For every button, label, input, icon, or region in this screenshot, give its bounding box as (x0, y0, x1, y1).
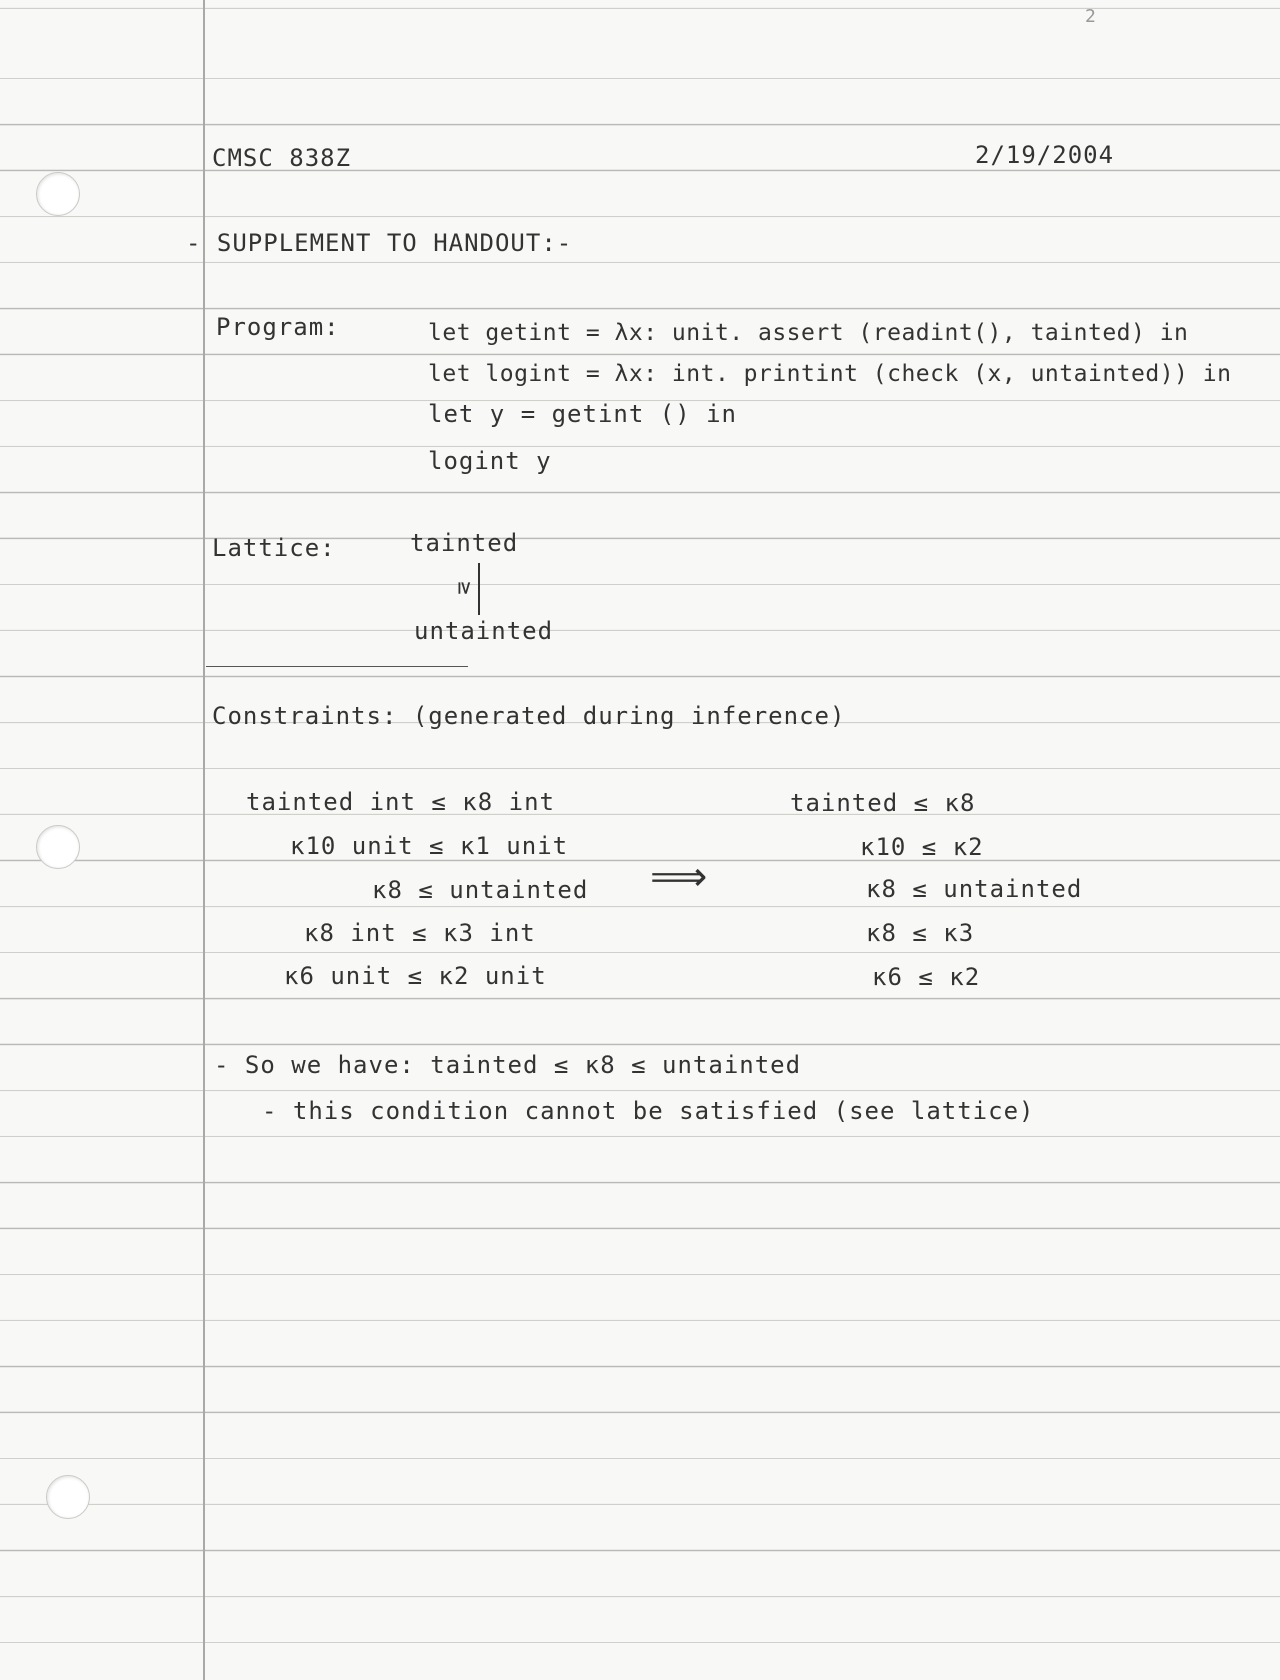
constraint-left-5: κ6 unit ≤ κ2 unit (284, 962, 547, 990)
separator-line (206, 666, 468, 667)
binder-hole-bottom (46, 1475, 90, 1519)
implies-arrow-icon: ⟹ (650, 854, 708, 900)
binder-hole-middle (36, 825, 80, 869)
constraints-label: Constraints: (generated during inference) (212, 702, 846, 730)
program-line-1: let getint = λx: unit. assert (readint(), tainted) in (428, 320, 1189, 346)
program-line-3: let y = getint () in (428, 400, 737, 428)
page-number: 2 (1085, 6, 1097, 27)
program-label: Program: (216, 313, 340, 341)
constraint-right-3: κ8 ≤ untainted (866, 875, 1083, 903)
constraint-right-5: κ6 ≤ κ2 (872, 963, 981, 991)
note-date: 2/19/2004 (975, 141, 1115, 169)
lattice-bottom: untainted (414, 617, 554, 645)
constraint-left-1: tainted int ≤ κ8 int (246, 788, 555, 816)
conclusion-line-2: - this condition cannot be satisfied (see lattice) (262, 1097, 1035, 1125)
binder-hole-top (36, 172, 80, 216)
constraint-right-4: κ8 ≤ κ3 (866, 919, 975, 947)
program-line-4: logint y (428, 447, 552, 475)
constraint-right-2: κ10 ≤ κ2 (860, 833, 984, 861)
lattice-label: Lattice: (212, 534, 336, 562)
constraint-left-4: κ8 int ≤ κ3 int (304, 919, 536, 947)
course-code: CMSC 838Z (212, 144, 352, 172)
constraint-right-1: tainted ≤ κ8 (790, 789, 976, 817)
lattice-edge (478, 563, 480, 615)
program-line-2: let logint = λx: int. printint (check (x, untainted)) in (428, 361, 1232, 387)
lattice-top: tainted (410, 529, 519, 557)
conclusion-line-1: - So we have: tainted ≤ κ8 ≤ untainted (214, 1051, 802, 1079)
constraint-left-2: κ10 unit ≤ κ1 unit (290, 832, 569, 860)
lattice-relation: ≥ (452, 581, 478, 595)
section-title: - SUPPLEMENT TO HANDOUT:- (186, 229, 573, 257)
constraint-left-3: κ8 ≤ untainted (372, 876, 589, 904)
